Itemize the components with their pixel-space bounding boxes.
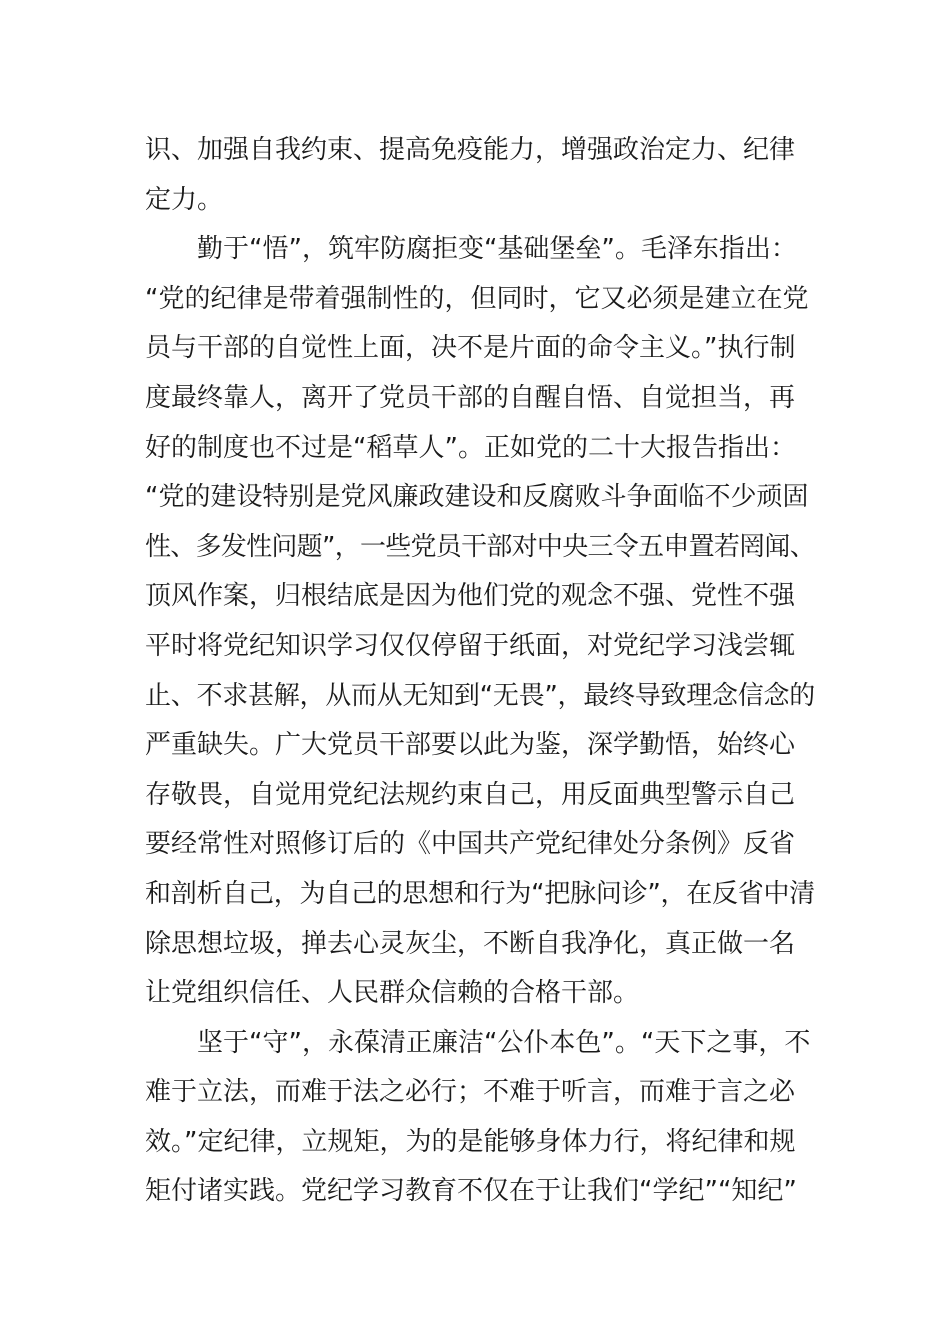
text-line: 让党组织信任、人民群众信赖的合格干部。: [145, 978, 640, 1009]
text-line: 识、加强自我约束、提高免疫能力，增强政治定力、纪律: [145, 135, 796, 165]
text-line: 度最终靠人，离开了党员干部的自醒自悟、自觉担当，再: [145, 382, 796, 413]
text-line: 好的制度也不过是“稻草人”。正如党的二十大报告指出：: [145, 432, 796, 463]
text-line: “党的建设特别是党风廉政建设和反腐败斗争面临不少顽固: [145, 482, 809, 513]
text-line: 要经常性对照修订后的《中国共产党纪律处分条例》反省: [145, 829, 796, 860]
text-line: 矩付诸实践。党纪学习教育不仅在于让我们“学纪”“知纪”: [145, 1176, 797, 1207]
body-text: [145, 126, 815, 1217]
text-line: “党的纪律是带着强制性的，但同时，它又必须是建立在党: [145, 283, 809, 314]
text-line: 除思想垃圾，掸去心灵灰尘，不断自我净化，真正做一名: [145, 928, 796, 959]
text-line: 顶风作案，归根结底是因为他们党的观念不强、党性不强: [145, 581, 796, 612]
text-line: 和剖析自己，为自己的思想和行为“把脉问诊”，在反省中清: [145, 878, 815, 909]
text-line: 止、不求甚解，从而从无知到“无畏”，最终导致理念信念的: [145, 680, 815, 711]
text-line: 严重缺失。广大党员干部要以此为鉴，深学勤悟，始终心: [145, 730, 796, 761]
paragraph-first-line: 勤于“悟”，筑牢防腐拒变“基础堡垒”。毛泽东指出：: [197, 234, 797, 265]
text-line: 难于立法，而难于法之必行；不难于听言，而难于言之必: [145, 1077, 796, 1108]
text-line: 存敬畏，自觉用党纪法规约束自己，用反面典型警示自己: [145, 779, 796, 810]
text-line: 员与干部的自觉性上面，决不是片面的命令主义。”执行制: [145, 333, 796, 364]
text-line: 效。”定纪律，立规矩，为的是能够身体力行，将纪律和规: [145, 1126, 796, 1157]
text-line: 定力。: [145, 184, 224, 215]
text-line: 平时将党纪知识学习仅仅停留于纸面，对党纪学习浅尝辄: [145, 630, 796, 661]
paragraph-first-line: 坚于“守”，永葆清正廉洁“公仆本色”。“天下之事，不: [197, 1027, 811, 1058]
text-line: 性、多发性问题”，一些党员干部对中央三令五申置若罔闻、: [145, 531, 815, 562]
